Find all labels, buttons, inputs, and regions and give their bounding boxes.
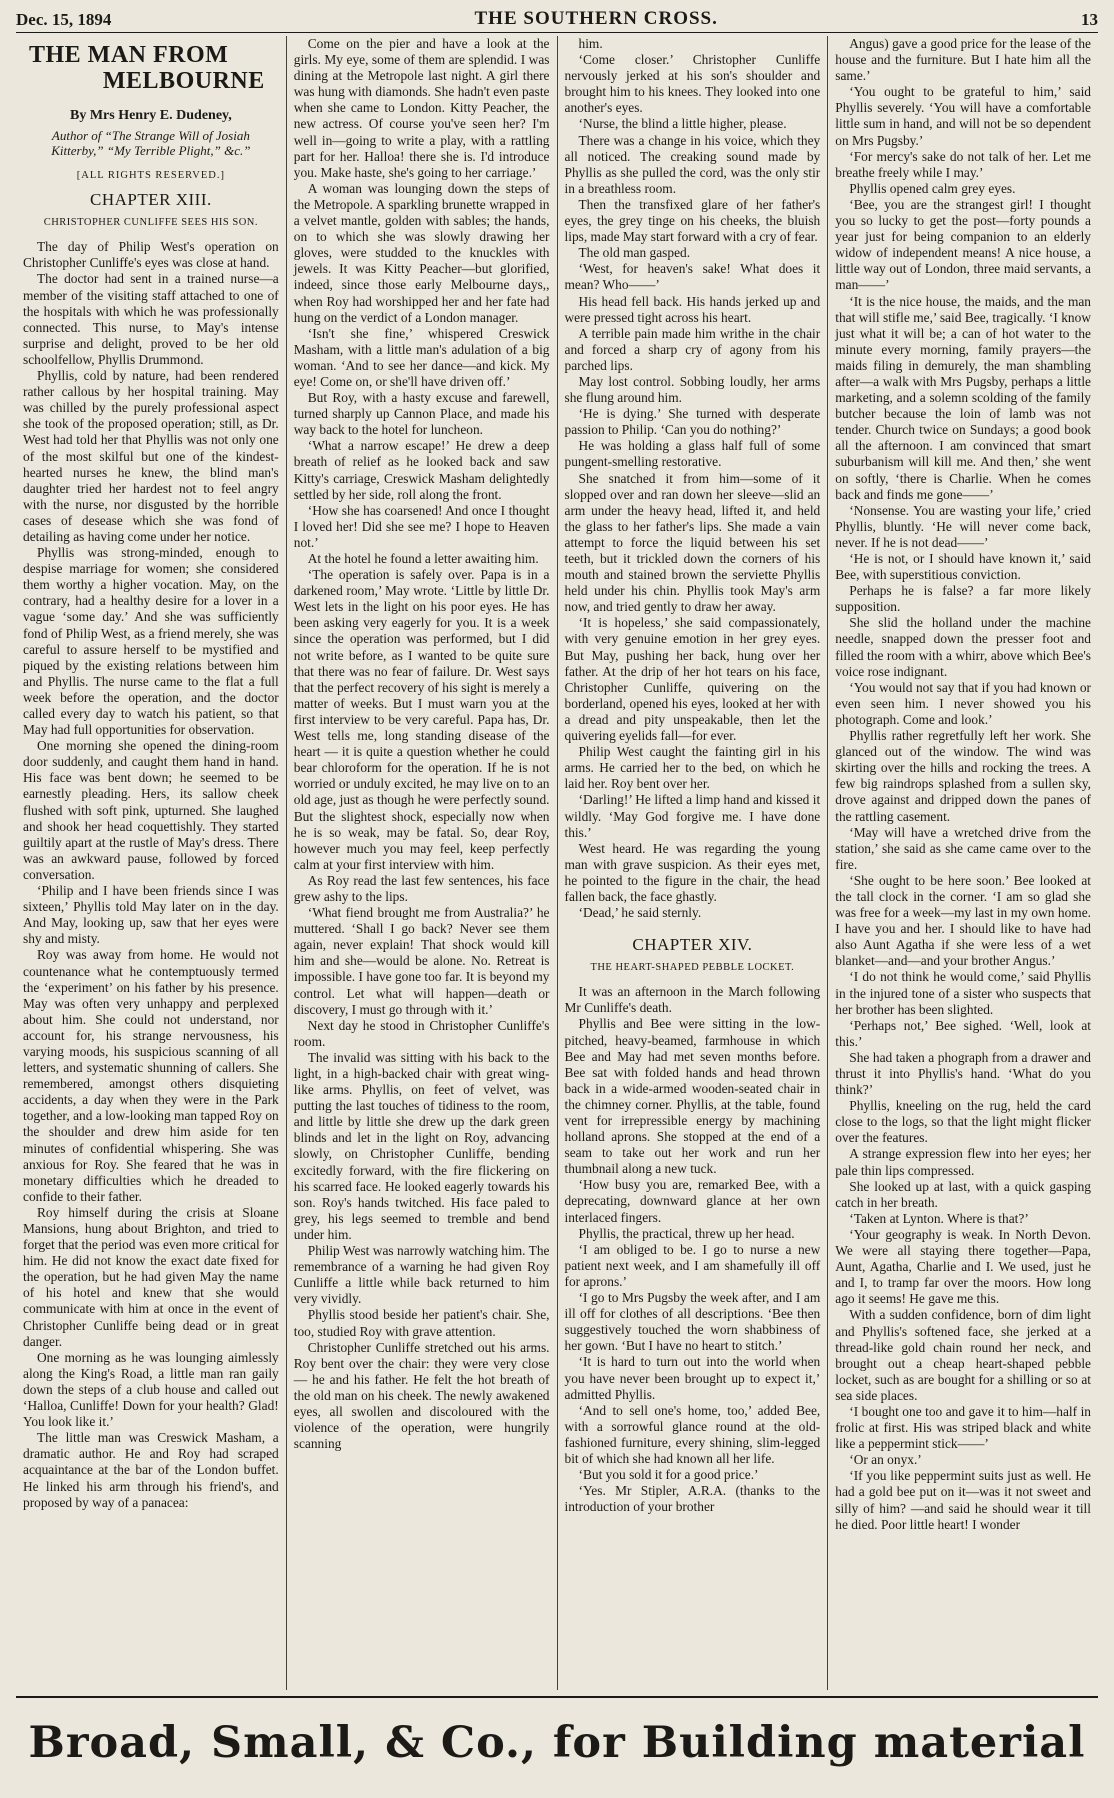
paragraph: West heard. He was regarding the young man with grave suspicion. As their eyes met, he pointed to the figure in the chair, the head fallen back, the face ghastly. [564, 840, 821, 904]
issue-date: Dec. 15, 1894 [16, 10, 112, 29]
paragraph: Come on the pier and have a look at the girls. My eye, some of them are splendid. I was dining at the Metropole last night. A girl there was hung with diamonds. She hadn't even paste when she came to London. Kitty Peacher, the new actress. Of course you've seen her? I'm well in—going to write a play, with a rattling part for her. Halloa! there she is. I'd introduce you. Make haste, she's going to her carriage.’ [293, 36, 550, 180]
newspaper-title: THE SOUTHERN CROSS. [474, 8, 718, 29]
paragraph: ‘Darling!’ He lifted a limp hand and kissed it wildly. ‘May God forgive me. I have done this.’ [564, 792, 821, 840]
advertisement-text: Broad, Small, & Co., for Building material [28, 1718, 1086, 1768]
paragraph: At the hotel he found a letter awaiting him. [307, 551, 539, 566]
paragraph: She snatched it from him—some of it slopped over and ran down her sleeve—slid an arm under the heavy head, lifted it, and held the glass to her father's lips. She made a vain attempt to force the liquid between his set teeth, but it trickled down the corners of his mouth and stained brown the serviette Phyllis held under his chin. Phyllis took May's arm now, and tried gently to draw her away. [564, 470, 821, 615]
paragraph: ‘Your geography is weak. In North Devon. We were all staying there together—Papa, Aunt, Agatha, Charlie and I. We used, just he and I, to tramp far over the moors. How long ago it seems! He gave me this. [835, 1226, 1091, 1307]
paragraph: One morning as he was lounging aimlessly along the King's Road, a little man ran gaily down the steps of a club house and called out ‘Halloa, Cunliffe! Down for your health? Glad! You look like it.’ [23, 1349, 279, 1430]
paragraph: ‘But you sold it for a good price.’ [578, 1467, 759, 1483]
paragraph: him. [578, 36, 603, 51]
paragraph: One morning she opened the dining-room door suddenly, and caught them hand in hand. His face was bent down; he seemed to be earnestly pleading. Hers, its sallow cheek flushed with soft pink, upturned. She laughed and shook her head coquettishly. They started guiltily apart at the rustle of May's dress. There was an awkward pause, followed by forced conversation. [23, 738, 279, 882]
paragraph: ‘Come closer.’ Christopher Cunliffe nervously jerked at his son's shoulder and brought him to his knees. They looked into one another's eyes. [564, 52, 821, 116]
paragraph: ‘May will have a wretched drive from the station,’ she said as she came came over to the fire. [835, 824, 1091, 872]
paragraph: As Roy read the last few sentences, his face grew ashy to the lips. [293, 872, 550, 904]
paragraph: ‘Nurse, the blind a little higher, please. [578, 116, 787, 132]
advertisement-banner [16, 1696, 1098, 1788]
paragraph: Roy himself during the crisis at Sloane Mansions, hung about Brighton, and tried to forget that the period was even more critical for him. He did not know the exact date fixed for the operation, but he had given May the name of his hotel and knew that she would communicate with him at once in the event of Christopher Cunliffe being dead or in great danger. [23, 1204, 279, 1349]
paragraph: Perhaps he is false? a far more likely supposition. [835, 583, 1091, 615]
column-4 [827, 36, 1098, 1690]
paragraph: With a sudden confidence, born of dim light and Phyllis's softened face, she jerked at a thread-like gold chain round her neck, and brought out a cheap heart-shaped pebble locket, such as are bought for a shilling or so at sea side places. [835, 1307, 1091, 1403]
paragraph: ‘The operation is safely over. Papa is in a darkened room,’ May wrote. ‘Little by little Dr. West lets in the light on his poor eyes. He has been asking very eagerly for you. It is a week since the operation was performed, but I did not write before, as I wanted to be quite sure that there was no fear of failure. Dr. West says that the perfect recovery of his sight is merely a matter of weeks. But I must warn you at the first interview to be very careful. Papa has, Dr. West tells me, long standing disease of the heart — it is quite a question whether he could bear chloroform for the operation. If he is not worried or unduly excited, he may live on to an old age, just as though he were perfectly sound. But the slightest shock, especially now when he is so weak, may be fatal. So, dear Roy, however much you may feel, keep perfectly calm at your first interview with him. [293, 567, 550, 872]
story-title-line-2: MELBOURNE [102, 68, 265, 94]
paragraph: Phyllis, the practical, threw up her head. [578, 1225, 795, 1241]
paragraph: ‘Dead,’ he said sternly. [578, 905, 702, 921]
paragraph: The doctor had sent in a trained nurse—a member of the visiting staff attached to one of the hospitals with which he was professionally connected. This nurse, to May's intense surprise and delight, proved to be her old schoolfellow, Phyllis Drummond. [23, 271, 279, 367]
column-2 [286, 36, 557, 1690]
story-title-line-1: THE MAN FROM [29, 42, 229, 68]
paragraph: A strange expression flew into her eyes; her pale thin lips compressed. [835, 1146, 1091, 1178]
paragraph: Christopher Cunliffe stretched out his arms. Roy bent over the chair: they were very close — he and his father. He felt the hot breath of the old man on his cheek. The newly awakened eyes, all swollen and discoloured with the violence of the operation, were hungrily scanning [293, 1339, 550, 1452]
paragraph: Philip West caught the fainting girl in his arms. He carried her to the bed, on which he laid her. Roy bent over her. [564, 744, 821, 792]
paragraph: ‘I go to Mrs Pugsby the week after, and I am ill off for clothes of all descriptions. ‘Bee then suggestively touched the worn shabbiness of her gown. ‘But I have no heart to stitch.’ [564, 1290, 821, 1354]
masthead [16, 2, 1098, 33]
paragraph: A terrible pain made him writhe in the chair and forced a sharp cry of agony from his parched lips. [564, 325, 821, 373]
column-1 [16, 36, 286, 1690]
paragraph: A woman was lounging down the steps of the Metropole. A sparkling brunette wrapped in a velvet mantle, golden with sables; the hands, on to which she was slowly drawing her gloves, were studded to the knuckles with jewels. It was Kitty Peacher—but glorified, indeed, since those early Melbourne days,, when Roy had worshipped her and her fate had hung on the verdict of a London manager. [293, 180, 550, 325]
author-note: Author of “The Strange Will of Josiah Kitterby,” “My Terrible Plight,” &c.” [51, 128, 251, 159]
column-2-text [294, 36, 550, 1452]
paragraph: ‘He is dying.’ She turned with desperate passion to Philip. ‘Can you do nothing?’ [564, 406, 821, 438]
paragraph: Philip West was narrowly watching him. The remembrance of a warning he had given Roy Cunliffe a little while back returned to him very vividly. [293, 1243, 550, 1307]
paragraph: The little man was Creswick Masham, a dramatic author. He and Roy had scraped acquaintance at the bar of the London buffet. He linked his arm through his friend's, and proposed by way of a panacea: [23, 1430, 279, 1510]
paragraph: The old man gasped. [578, 245, 691, 261]
column-3-text-top [565, 36, 821, 921]
paragraph: She had taken a phograph from a drawer and thrust it into Phyllis's hand. ‘What do you think?’ [835, 1049, 1091, 1098]
paragraph: Angus) gave a good price for the lease of the house and the furniture. But I hate him all the same.’ [835, 36, 1091, 84]
paragraph: ‘I bought one too and gave it to him—half in frolic at first. His was striped black and white like a peppermint stick——’ [835, 1403, 1091, 1452]
paragraph: ‘And to sell one's home, too,’ added Bee, with a sorrowful glance round at the old-fashioned furniture, every shining, slim-legged bit of which she had known all her life. [564, 1402, 821, 1466]
paragraph: ‘West, for heaven's sake! What does it mean? Who——’ [564, 261, 821, 293]
rights-notice: [ALL RIGHTS RESERVED.] [76, 170, 225, 182]
paragraph: ‘Taken at Lynton. Where is that?’ [849, 1210, 1029, 1226]
paragraph: May lost control. Sobbing loudly, her arms she flung around him. [564, 373, 821, 406]
paragraph: ‘How busy you are, remarked Bee, with a deprecating, downward glance at her own interlaced fingers. [564, 1177, 821, 1225]
paragraph: ‘It is the nice house, the maids, and the man that will stifle me,’ said Bee, tragically. ‘I know just what it will be; a can of hot water to the minute every morning, family prayers—the maids filing in demurely, the man shambling after—a walk with Mrs Pugsby, perhaps a little marketing, and a solemn scolding of the family butcher because the loin of lamb was not tender. Church twice on Sundays; a good book all the afternoon. I am convinced that smart suburbanism will kill me. And then,’ she went on softly, ‘there is Charlie. When he comes back and finds me gone——’ [835, 293, 1091, 502]
paragraph: It was an afternoon in the March following Mr Cunliffe's death. [564, 984, 821, 1016]
byline: By Mrs Henry E. Dudeney, [69, 108, 232, 123]
paragraph: ‘For mercy's sake do not talk of her. Let me breathe freely while I may.’ [835, 148, 1091, 180]
paragraph: ‘Bee, you are the strangest girl! I thought you so lucky to get the post—forty pounds a year just for being companion to an elderly widow of independent means! A nice house, a little way out of London, three maid servants, a man——’ [835, 196, 1091, 293]
chapter-14-heading: CHAPTER XIV. [632, 935, 753, 955]
paragraph: The invalid was sitting with his back to the light, in a high-backed chair with great wing-like arms. Phyllis, on feet of velvet, was putting the last touches of tidiness to the room, and little by little she drew up the dark green blinds and let in the light on Roy, advancing slowly, on Christopher Cunliffe, bending excitedly forward, with the fire flickering on his scarred face. He looked eagerly towards his son. Roy's hands twitched. His face paled to grey, his legs seemed to tremble and bend under him. [293, 1049, 550, 1242]
paragraph: ‘Nonsense. You are wasting your life,’ cried Phyllis, bluntly. ‘He will never come back, never. If he is not dead——’ [835, 502, 1091, 550]
paragraph: His head fell back. His hands jerked up and were pressed tight across his heart. [564, 293, 821, 325]
paragraph: Phyllis, cold by nature, had been rendered rather callous by her hospital training. May was chilled by the purely professional aspect she took of the proposed operation; still, as Dr. West had told her that Phyllis was not only one of the most skilful but one of the kindest-hearted nurses he knew, the blind man's daughter tried her hardest not to feel angry with the nurse, nor disgusted by the horrible cases of desease which she was fond of detailing as having come under her notice. [23, 368, 279, 544]
paragraph: Phyllis was strong-minded, enough to despise marriage for women; she considered them worthy a higher vocation. May, on the contrary, had a healthy desire for a lover in a vague ‘some day.’ And she was sufficiently fond of Philip West, as a friend merely, she was careful to assure herself to be mystified and piqued by the existing relations between him and Phyllis. The nurse came to the flat a full week before the operation, and the doctor called every day to watch his patient, so that May had full opportunities for observation. [23, 545, 279, 738]
paragraph: But Roy, with a hasty excuse and farewell, turned sharply up Cannon Place, and made his way back to the hotel for luncheon. [293, 390, 550, 438]
paragraph: ‘She ought to be here soon.’ Bee looked at the tall clock in the corner. ‘I am so glad she was free for a week—my last in my own home. I have you and her. I should like to have had also Aunt Agatha if she were less of a wet blanket—and—and your brother Angus.’ [835, 872, 1091, 969]
chapter-13-heading: CHAPTER XIII. [90, 190, 212, 210]
paragraph: ‘It is hard to turn out into the world when you have never been brought up to expect it,’ admitted Phyllis. [564, 1354, 821, 1402]
paragraph: Phyllis and Bee were sitting in the low-pitched, heavy-beamed, farmhouse in which Bee and May had met seven months before. Bee sat with folded hands and head thrown back in a wide-armed wooden-seated chair in the chimney corner. Phyllis, at the table, found vent for irrepressible energy by machining holland aprons. She stopped at the end of a seam to take out her work and run her thumbnail along a new tuck. [564, 1016, 821, 1177]
column-1-text [23, 239, 279, 1510]
paragraph: ‘What fiend brought me from Australia?’ he muttered. ‘Shall I go back? Never see them again, never explain! That shock would kill him and she—would be alone. No. Retreat is impossible. I have gone too far. It is beyond my control. Let what will happen—death or discovery, I must go through with it.’ [293, 905, 550, 1017]
paragraph: ‘He is not, or I should have known it,’ said Bee, with superstitious conviction. [835, 551, 1091, 583]
paragraph: Phyllis opened calm grey eyes. [849, 180, 1016, 196]
paragraph: ‘How she has coarsened! And once I thought I loved her! Did she see me? I hope to Heaven not.’ [293, 502, 550, 550]
page-number: 13 [1081, 10, 1098, 29]
paragraph: ‘I am obliged to be. I go to nurse a new patient next week, and I am shamefully ill off for aprons.’ [564, 1241, 821, 1289]
paragraph: ‘Perhaps not,’ Bee sighed. ‘Well, look at this.’ [835, 1017, 1091, 1049]
column-4-text [835, 36, 1091, 1533]
paragraph: Phyllis rather regretfully left her work. She glanced out of the window. The wind was skirting over the hills and rocking the trees. A few big raindrops splashed from a sullen sky, drove against and dripped down the panes of the rattling casement. [835, 728, 1091, 824]
paragraph: She slid the holland under the machine needle, snapped down the presser foot and filled the room with a whirr, above which Bee's voice rose indignant. [835, 615, 1091, 679]
column-3-text-bottom [565, 984, 821, 1515]
chapter-13-subtitle: CHRISTOPHER CUNLIFFE SEES HIS SON. [43, 217, 259, 229]
paragraph: Next day he stood in Christopher Cunliffe's room. [293, 1017, 550, 1049]
paragraph: He was holding a glass half full of some pungent-smelling restorative. [564, 438, 821, 470]
paragraph: ‘Yes. Mr Stipler, A.R.A. (thanks to the introduction of your brother [564, 1483, 821, 1515]
paragraph: ‘Isn't she fine,’ whispered Creswick Masham, with a little man's adulation of a big woman. ‘And to see her dance—and kick. My eye! Come on, or she'll have driven off.’ [293, 325, 550, 389]
paragraph: ‘Or an onyx.’ [849, 1452, 922, 1468]
paragraph: ‘What a narrow escape!’ He drew a deep breath of relief as he looked back and saw Kitty's carriage, Creswick Masham delightedly settled by her side, roll along the front. [293, 438, 550, 502]
paragraph: The day of Philip West's operation on Christopher Cunliffe's eyes was close at hand. [23, 239, 279, 271]
paragraph: Then the transfixed glare of her father's eyes, the grey tinge on his cheeks, the bluish lips, made May start forward with a cry of fear. [564, 196, 821, 245]
paragraph: ‘If you like peppermint suits just as well. He had a gold bee put on it—was it not sweet and silly of him? —and said he should wear it till he died. Poor little heart! I wonder [835, 1468, 1091, 1532]
text-columns [16, 36, 1098, 1690]
paragraph: She looked up at last, with a quick gasping catch in her breath. [835, 1178, 1091, 1210]
column-3 [557, 36, 828, 1690]
paragraph: ‘You would not say that if you had known or even seen him. I never showed you his photograph. Come and look.’ [835, 679, 1091, 727]
paragraph: Phyllis, kneeling on the rug, held the card close to the logs, so that the light might flicker over the features. [835, 1098, 1091, 1146]
paragraph: ‘You ought to be grateful to him,’ said Phyllis severely. ‘You will have a comfortable little sum in hand, and will not be so dependent on Mrs Pugsby.’ [835, 84, 1091, 148]
chapter-14-subtitle: THE HEART-SHAPED PEBBLE LOCKET. [590, 962, 795, 974]
story-title [23, 42, 279, 94]
paragraph: Roy was away from home. He would not countenance what he contemptuously termed the ‘experiment’ on his father by his presence. May was often very unhappy and perplexed about him. She could not understand, nor account for, his strange nervousness, his varying moods, his suspicious scanning of all letters, and systematic shunning of callers. She remembered, amongst others disquieting accidents, a day when they were in the Park together, and a low-looking man tapped Roy on the shoulder and drew him aside for ten minutes of confidential whispering. She was anxious for Roy. She feared that he was in monetary difficulties which he dreaded to confide to their father. [23, 947, 279, 1204]
paragraph: ‘I do not think he would come,’ said Phyllis in the injured tone of a sister who suspects that her brother has been slighted. [835, 969, 1091, 1017]
paragraph: ‘It is hopeless,’ she said compassionately, with very genuine emotion in her grey eyes. But May, pushing her back, hung over her father. At the drip of her hot tears on his face, Christopher Cunliffe, quivering on the borderland, opened his eyes, looked at her with a dread and pity unspeakable, then let the quivering eyelids fall—for ever. [564, 615, 821, 744]
paragraph: ‘Philip and I have been friends since I was sixteen,’ Phyllis told May later on in the day. And May, looking up, saw that her eyes were shy and misty. [23, 883, 279, 947]
paragraph: There was a change in his voice, which they all noticed. The creaking sound made by Phyllis as she pulled the cord, was the only stir in a breathless room. [564, 132, 821, 196]
paragraph: Phyllis stood beside her patient's chair. She, too, studied Roy with grave attention. [293, 1307, 550, 1339]
